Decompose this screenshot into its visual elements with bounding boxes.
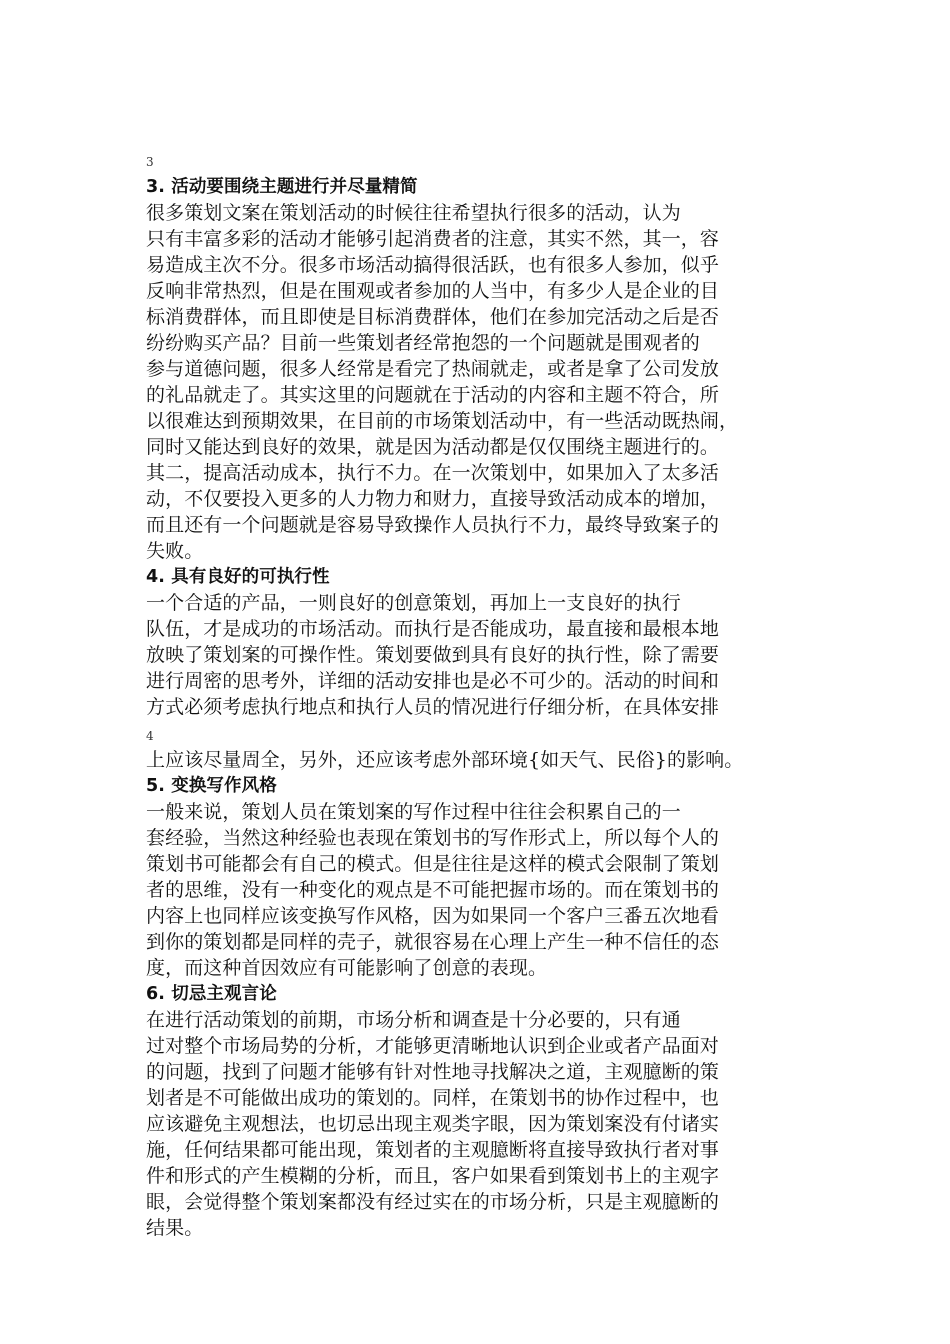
section-writing-style <box>146 747 806 1241</box>
paragraph-line: 一个合适的产品，一则良好的创意策划，再加上一支良好的执行 <box>146 592 681 614</box>
paragraph-line: 在进行活动策划的前期，市场分析和调查是十分必要的，只有通 <box>146 1009 681 1031</box>
page-number: 4 <box>146 729 154 743</box>
paragraph-line: 施，任何结果都可能出现，策划者的主观臆断将直接导致执行者对事 <box>146 1139 720 1161</box>
paragraph-line: 失败。 <box>146 540 204 562</box>
paragraph-line: 到你的策划都是同样的壳子，就很容易在心理上产生一种不信任的态 <box>146 931 720 953</box>
paragraph-line: 进行周密的思考外，详细的活动安排也是必不可少的。活动的时间和 <box>146 670 720 692</box>
paragraph-line: 的礼品就走了。其实这里的问题就在于活动的内容和主题不符合，所 <box>146 384 720 406</box>
section-heading: 4. 具有良好的可执行性 <box>146 567 330 587</box>
paragraph-line: 放映了策划案的可操作性。策划要做到具有良好的执行性，除了需要 <box>146 644 720 666</box>
paragraph-line: 其二，提高活动成本，执行不力。在一次策划中，如果加入了太多活 <box>146 462 720 484</box>
section-activity-theme <box>146 174 806 720</box>
paragraph-line: 策划书可能都会有自己的模式。但是往往是这样的模式会限制了策划 <box>146 853 720 875</box>
paragraph-line: 度，而这种首因效应有可能影响了创意的表现。 <box>146 957 548 979</box>
paragraph-line: 只有丰富多彩的活动才能够引起消费者的注意，其实不然，其一，容 <box>146 228 720 250</box>
section-heading: 6. 切忌主观言论 <box>146 984 277 1004</box>
paragraph-line: 很多策划文案在策划活动的时候往往希望执行很多的活动，认为 <box>146 202 681 224</box>
paragraph-line: 反响非常热烈，但是在围观或者参加的人当中，有多少人是企业的目 <box>146 280 720 302</box>
paragraph-line: 套经验，当然这种经验也表现在策划书的写作形式上，所以每个人的 <box>146 827 720 849</box>
paragraph-line: 上应该尽量周全，另外，还应该考虑外部环境{如天气、民俗}的影响。 <box>146 749 744 771</box>
paragraph-line: 内容上也同样应该变换写作风格，因为如果同一个客户三番五次地看 <box>146 905 720 927</box>
paragraph-line: 方式必须考虑执行地点和执行人员的情况进行仔细分析，在具体安排 <box>146 696 720 718</box>
paragraph-line: 参与道德问题，很多人经常是看完了热闹就走，或者是拿了公司发放 <box>146 358 720 380</box>
paragraph-line: 一般来说，策划人员在策划案的写作过程中往往会积累自己的一 <box>146 801 681 823</box>
paragraph-line: 者的思维，没有一种变化的观点是不可能把握市场的。而在策划书的 <box>146 879 720 901</box>
paragraph-line: 结果。 <box>146 1217 204 1239</box>
paragraph-line: 动，不仅要投入更多的人力物力和财力，直接导致活动成本的增加， <box>146 488 720 510</box>
paragraph-line: 眼，会觉得整个策划案都没有经过实在的市场分析，只是主观臆断的 <box>146 1191 720 1213</box>
section-heading: 3. 活动要围绕主题进行并尽量精简 <box>146 177 418 197</box>
paragraph-line: 标消费群体，而且即使是目标消费群体，他们在参加完活动之后是否 <box>146 306 720 328</box>
paragraph-line: 的问题，找到了问题才能够有针对性地寻找解决之道，主观臆断的策 <box>146 1061 720 1083</box>
paragraph-line: 而且还有一个问题就是容易导致操作人员执行不力，最终导致案子的 <box>146 514 720 536</box>
paragraph-line: 同时又能达到良好的效果，就是因为活动都是仅仅围绕主题进行的。 <box>146 436 720 458</box>
paragraph-line: 队伍，才是成功的市场活动。而执行是否能成功，最直接和最根本地 <box>146 618 720 640</box>
paragraph-line: 件和形式的产生模糊的分析，而且，客户如果看到策划书上的主观字 <box>146 1165 720 1187</box>
paragraph-line: 以很难达到预期效果，在目前的市场策划活动中，有一些活动既热闹， <box>146 410 739 432</box>
paragraph-line: 易造成主次不分。很多市场活动搞得很活跃，也有很多人参加，似乎 <box>146 254 720 276</box>
paragraph-line: 划者是不可能做出成功的策划的。同样，在策划书的协作过程中，也 <box>146 1087 720 1109</box>
paragraph-line: 纷纷购买产品？目前一些策划者经常抱怨的一个问题就是围观者的 <box>146 332 700 354</box>
section-heading: 5. 变换写作风格 <box>146 776 277 796</box>
paragraph-line: 应该避免主观想法，也切忌出现主观类字眼，因为策划案没有付诸实 <box>146 1113 720 1135</box>
page-number: 3 <box>146 155 154 169</box>
paragraph-line: 过对整个市场局势的分析，才能够更清晰地认识到企业或者产品面对 <box>146 1035 720 1057</box>
